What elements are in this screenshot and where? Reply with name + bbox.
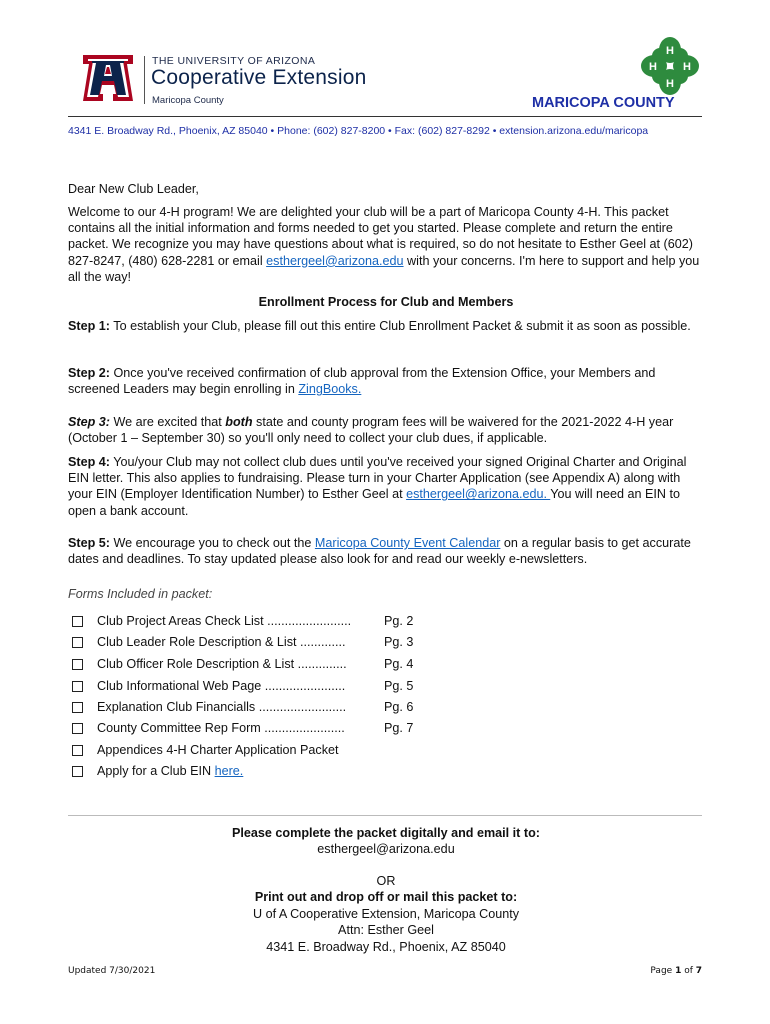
checkbox[interactable] <box>72 659 83 670</box>
event-calendar-link[interactable]: Maricopa County Event Calendar <box>314 536 501 550</box>
updated-date: Updated 7/30/2021 <box>68 966 156 976</box>
step-3-label: Step 3: <box>68 415 110 429</box>
svg-text:H: H <box>649 61 657 73</box>
checkbox[interactable] <box>72 637 83 648</box>
step-5-text-b: on a regular basis to get accurate dates and deadlines. To stay updated please also look for and read our weekly e-newsletters. <box>68 536 691 567</box>
step-3 <box>68 414 704 446</box>
step-4-email-link[interactable]: esthergeel@arizona.edu. <box>406 487 551 502</box>
step-4-label: Step 4: <box>68 455 110 469</box>
mailing-address-line-2: Attn: Esther Geel <box>338 923 434 937</box>
form-page: Pg. 6 <box>384 700 414 714</box>
form-page: Pg. 2 <box>384 614 414 628</box>
form-page: Pg. 3 <box>384 635 414 649</box>
page-number <box>650 966 702 976</box>
print-heading: Print out and drop off or mail this packet to: <box>254 890 518 904</box>
county-heading: MARICOPA COUNTY <box>532 95 675 111</box>
step-2-label: Step 2: <box>68 366 110 380</box>
form-page: Pg. 7 <box>384 721 414 735</box>
step-4-text: You/your Club may not collect club dues until you've received your signed Original Charter and Original EIN letter. This also applies to fundraising. Please turn in your Charter Application (see Appendix A) along with your EIN (Employer Identification Number) to Esther Geel at <box>68 455 687 502</box>
checkbox[interactable] <box>72 616 83 627</box>
step-3-text-a: We are excited that <box>110 415 226 429</box>
step-3-emphasis: both <box>225 415 253 429</box>
page-of: of <box>681 966 696 976</box>
checkbox[interactable] <box>72 723 83 734</box>
intro-text-end: with your concerns. I'm here to support and help you all the way! <box>68 253 700 284</box>
form-name: Club Informational Web Page ....................... <box>97 679 346 693</box>
mailing-address-line-1: U of A Cooperative Extension, Maricopa County <box>252 907 519 921</box>
checkbox[interactable] <box>72 702 83 713</box>
form-name: Club Project Areas Check List ........................ <box>97 614 352 628</box>
step-5-label: Step 5: <box>68 536 110 550</box>
ein-here-link[interactable]: here. <box>214 764 244 778</box>
form-name <box>97 762 243 780</box>
form-name: Appendices 4-H Charter Application Packet <box>97 743 339 757</box>
step-3-text-b: state and county program fees will be waivered for the 2021-2022 4-H year (October 1 – September 30) so you'll only need to collect your club dues, if applicable. <box>68 415 674 446</box>
step-1 <box>68 318 704 334</box>
step-4-text-end: You will need an EIN to open a bank account. <box>68 487 681 518</box>
contact-line: 4341 E. Broadway Rd., Phoenix, AZ 85040 • Phone: (602) 827-8200 • Fax: (602) 827-8292 • extension.arizona.edu/maricopa <box>68 125 649 137</box>
checkbox[interactable] <box>72 681 83 692</box>
form-name: Explanation Club Financialls ......................... <box>97 700 347 714</box>
svg-text:H: H <box>666 78 674 90</box>
zingbooks-link[interactable]: ZingBooks. <box>298 382 362 397</box>
ein-text: Apply for a Club EIN <box>97 764 215 778</box>
checkbox[interactable] <box>72 766 83 777</box>
forms-heading: Forms Included in packet: <box>68 587 213 601</box>
form-name: County Committee Rep Form ....................... <box>97 721 345 735</box>
page-prefix: Page <box>650 966 676 976</box>
county-subtitle: Maricopa County <box>152 95 224 106</box>
form-page: Pg. 4 <box>384 657 414 671</box>
four-h-clover-icon <box>640 36 700 96</box>
or-divider-text: OR <box>376 874 396 888</box>
step-5-text-a: We encourage you to check out the <box>110 536 315 550</box>
step-1-text: To establish your Club, please fill out this entire Club Enrollment Packet & submit it as soon as possible. <box>110 319 691 333</box>
step-2 <box>68 365 704 397</box>
step-1-label: Step 1: <box>68 319 110 333</box>
page-current: 1 <box>675 966 682 976</box>
process-heading: Enrollment Process for Club and Members <box>258 295 514 309</box>
svg-text:H: H <box>683 61 691 73</box>
form-name: Club Officer Role Description & List .............. <box>97 657 347 671</box>
intro-text: Welcome to our 4-H program! We are delighted your club will be a part of Maricopa County 4-H. This packet contains all the initial information and forms needed to get you started. Please complete and return the entire packet. We recognize you may have questions about what is required, so do not hesitate to Esther Geel at (602) 827-8247, (480) 628-2281 or email <box>68 205 693 268</box>
intro-paragraph <box>68 204 704 285</box>
salutation: Dear New Club Leader, <box>68 182 199 196</box>
checkbox[interactable] <box>72 745 83 756</box>
form-page: Pg. 5 <box>384 679 414 693</box>
page-total: 7 <box>695 966 702 976</box>
header-rule <box>68 116 702 117</box>
mailing-address-line-3: 4341 E. Broadway Rd., Phoenix, AZ 85040 <box>266 940 506 954</box>
submission-email: esthergeel@arizona.edu <box>317 842 455 856</box>
form-name: Club Leader Role Description & List ............. <box>97 635 346 649</box>
intro-email-link[interactable]: esthergeel@arizona.edu <box>266 253 404 268</box>
logo-divider <box>144 56 145 104</box>
section-divider <box>68 815 702 816</box>
university-name: THE UNIVERSITY OF ARIZONA <box>152 55 316 67</box>
step-4 <box>68 454 704 519</box>
university-of-arizona-logo <box>80 51 136 105</box>
step-2-text: Once you've received confirmation of club approval from the Extension Office, your Members and screened Leaders may begin enrolling in <box>68 366 656 397</box>
digital-heading: Please complete the packet digitally and email it to: <box>232 826 540 840</box>
step-5 <box>68 535 704 567</box>
cooperative-extension-title: Cooperative Extension <box>151 66 367 89</box>
svg-text:H: H <box>666 45 674 57</box>
